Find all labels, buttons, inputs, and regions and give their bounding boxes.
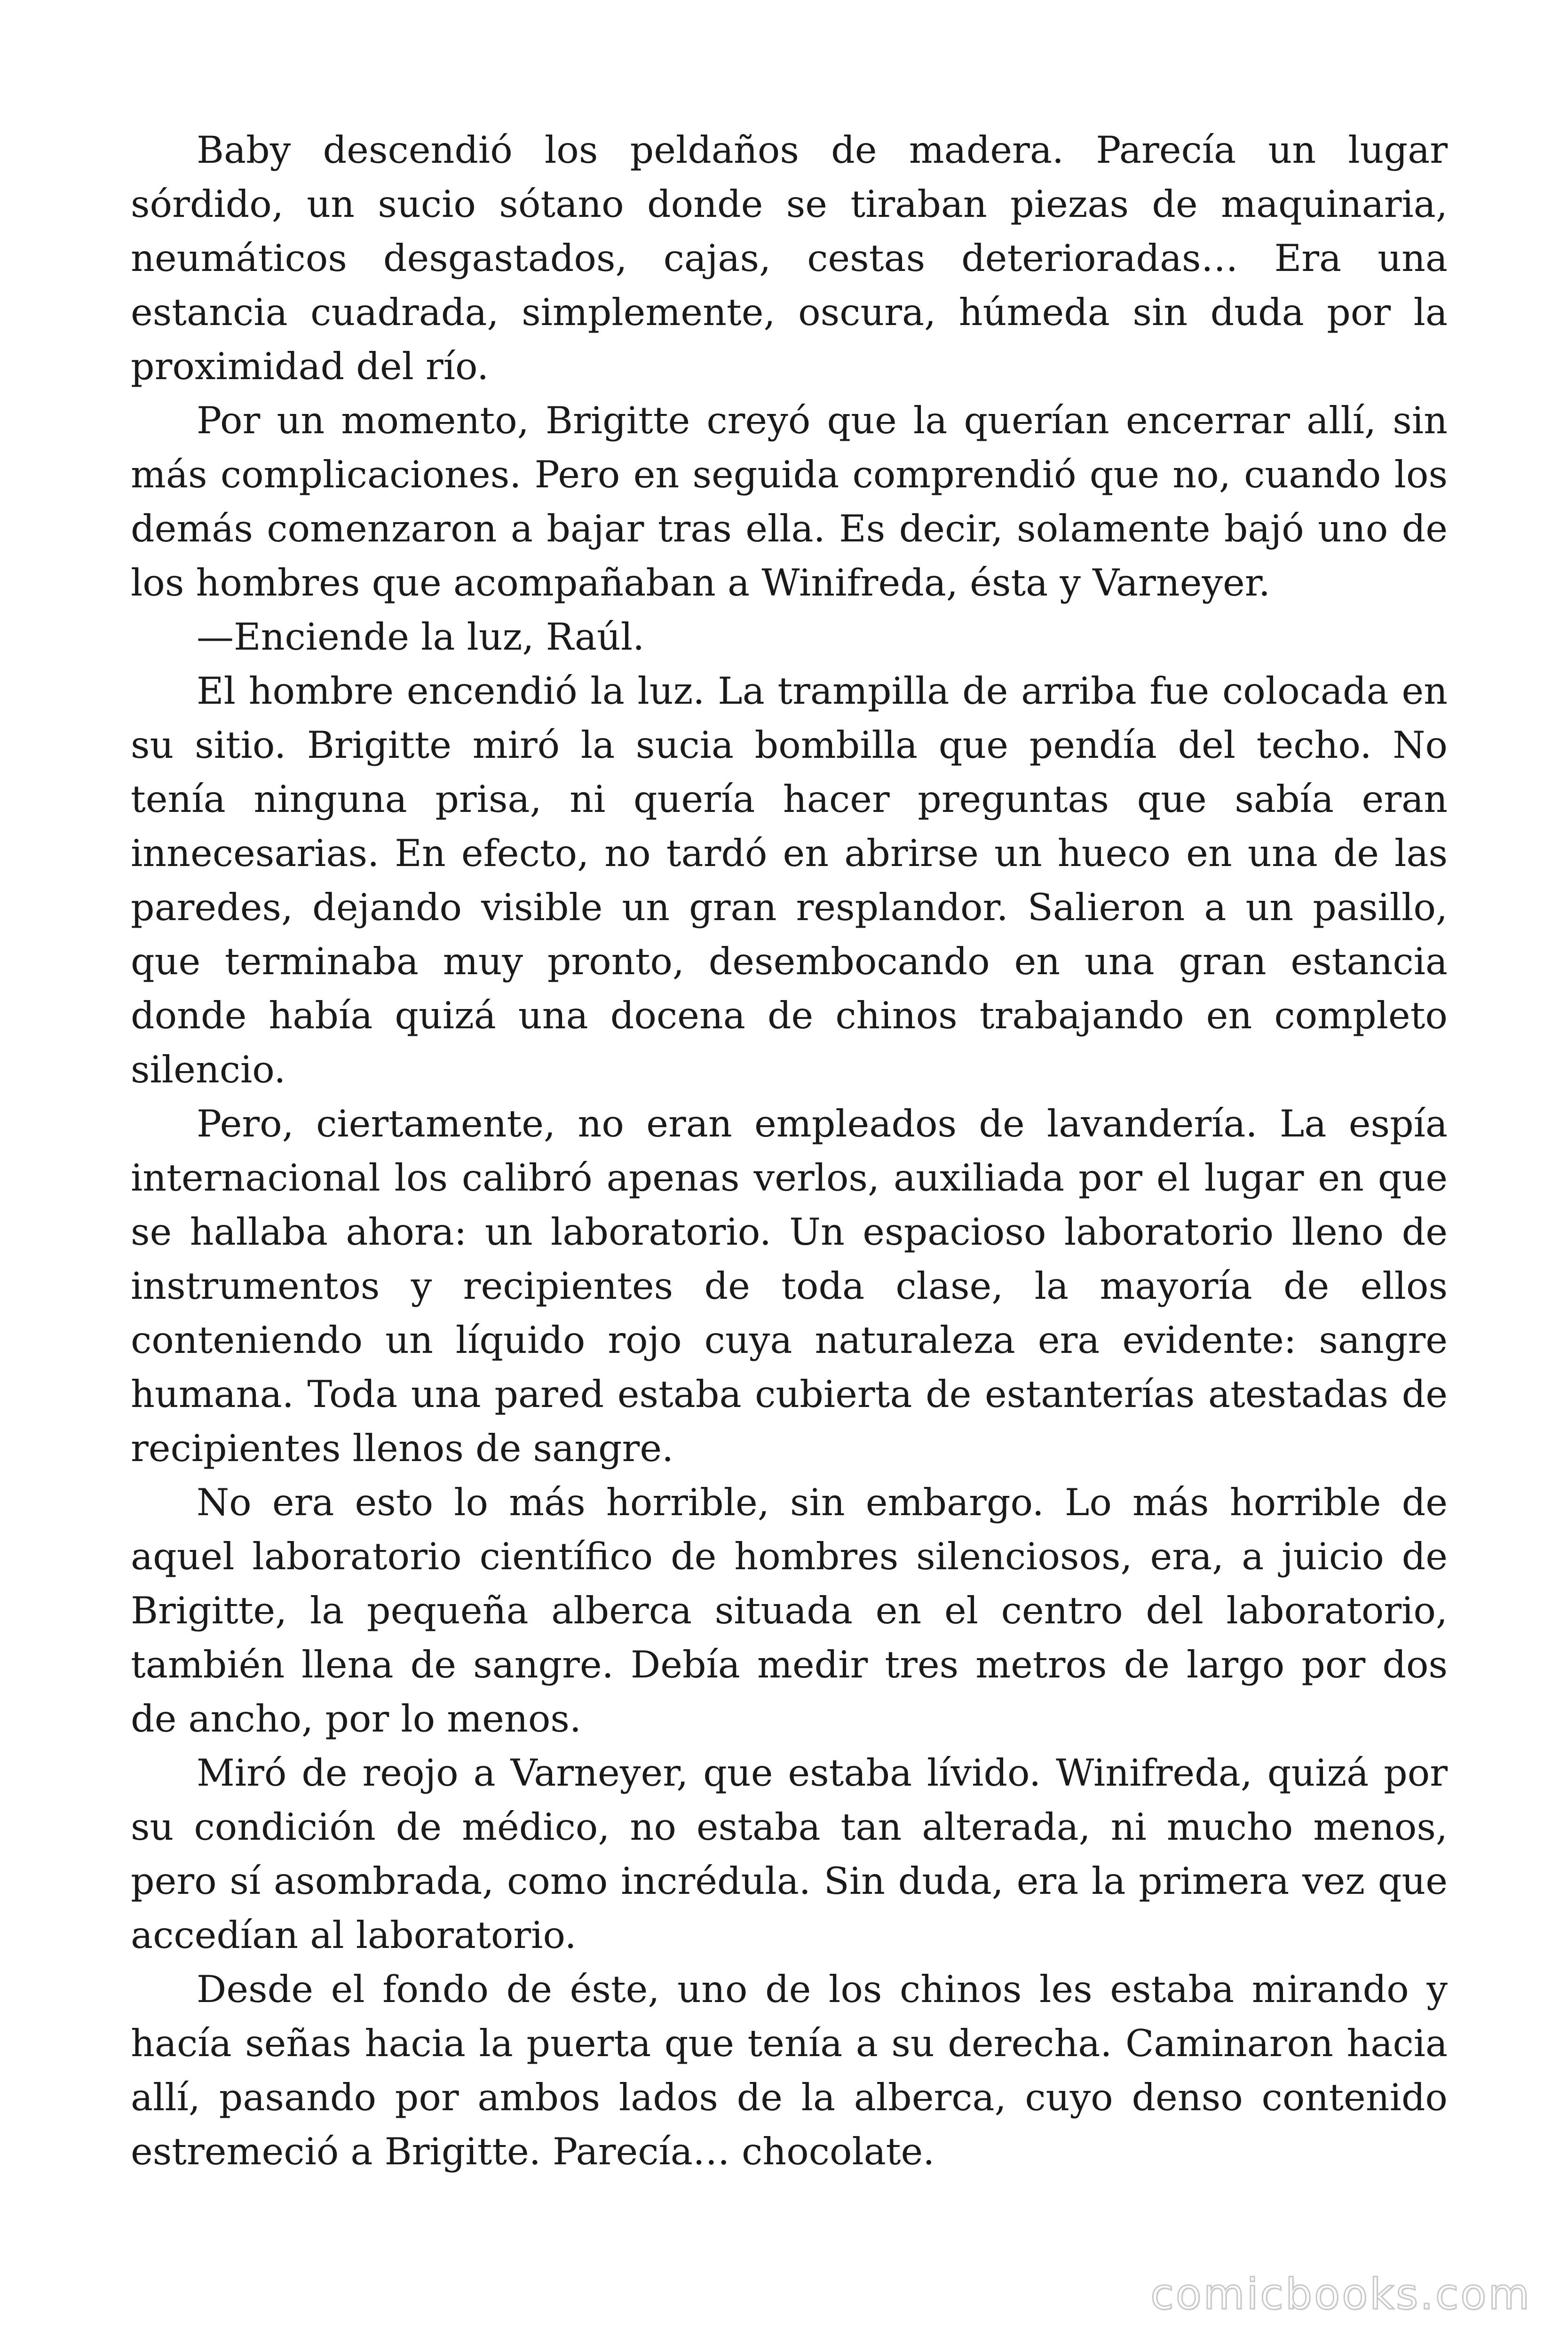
paragraph-5: Pero, ciertamente, no eran empleados de lavandería. La espía internacional los calibró apenas verlos, auxiliada por el lugar en que se hallaba ahora: un laboratorio. Un espacioso laboratorio lleno de instrumentos y recipientes de toda clase, la mayoría de ellos conteniendo un líquido rojo cuya naturaleza era evidente: sangre humana. Toda una pared estaba cubierta de estanterías atestadas de recipientes llenos de sangre.	[131, 1102, 1448, 1470]
paragraph-4: El hombre encendió la luz. La trampilla de arriba fue colocada en su sitio. Brigitte miró la sucia bombilla que pendía del techo. No tenía ninguna prisa, ni quería hacer preguntas que sabía eran innecesarias. En efecto, no tardó en abrirse un hueco en una de las paredes, dejando visible un gran resplandor. Salieron a un pasillo, que terminaba muy pronto, desembocando en una gran estancia donde había quizá una docena de chinos trabajando en completo silencio.	[131, 669, 1448, 1091]
body-text	[131, 123, 1448, 2179]
paragraph-2: Por un momento, Brigitte creyó que la querían encerrar allí, sin más complicaciones. Pero en seguida comprendió que no, cuando los demás comenzaron a bajar tras ella. Es decir, solamente bajó uno de los hombres que acompañaban a Winifreda, ésta y Varneyer.	[131, 399, 1448, 604]
paragraph-8: Desde el fondo de éste, uno de los chinos les estaba mirando y hacía señas hacia la puerta que tenía a su derecha. Caminaron hacia allí, pasando por ambos lados de la alberca, cuyo denso contenido estremeció a Brigitte. Parecía… chocolate.	[131, 1968, 1448, 2173]
paragraph-3-dialogue: —Enciende la luz, Raúl.	[197, 615, 645, 659]
paragraph-1: Baby descendió los peldaños de madera. Parecía un lugar sórdido, un sucio sótano donde se tiraban piezas de maquinaria, neumáticos desgastados, cajas, cestas deterioradas… Era una estancia cuadrada, simplemente, oscura, húmeda sin duda por la proximidad del río.	[131, 128, 1448, 388]
watermark: comicbooks.com	[1150, 2270, 1531, 2319]
paragraph-6: No era esto lo más horrible, sin embargo. Lo más horrible de aquel laboratorio científico de hombres silenciosos, era, a juicio de Brigitte, la pequeña alberca situada en el centro del laboratorio, también llena de sangre. Debía medir tres metros de largo por dos de ancho, por lo menos.	[131, 1481, 1448, 1740]
paragraph-7: Miró de reojo a Varneyer, que estaba lívido. Winifreda, quizá por su condición de médico, no estaba tan alterada, ni mucho menos, pero sí asombrada, como incrédula. Sin duda, era la primera vez que accedían al laboratorio.	[131, 1751, 1448, 1957]
